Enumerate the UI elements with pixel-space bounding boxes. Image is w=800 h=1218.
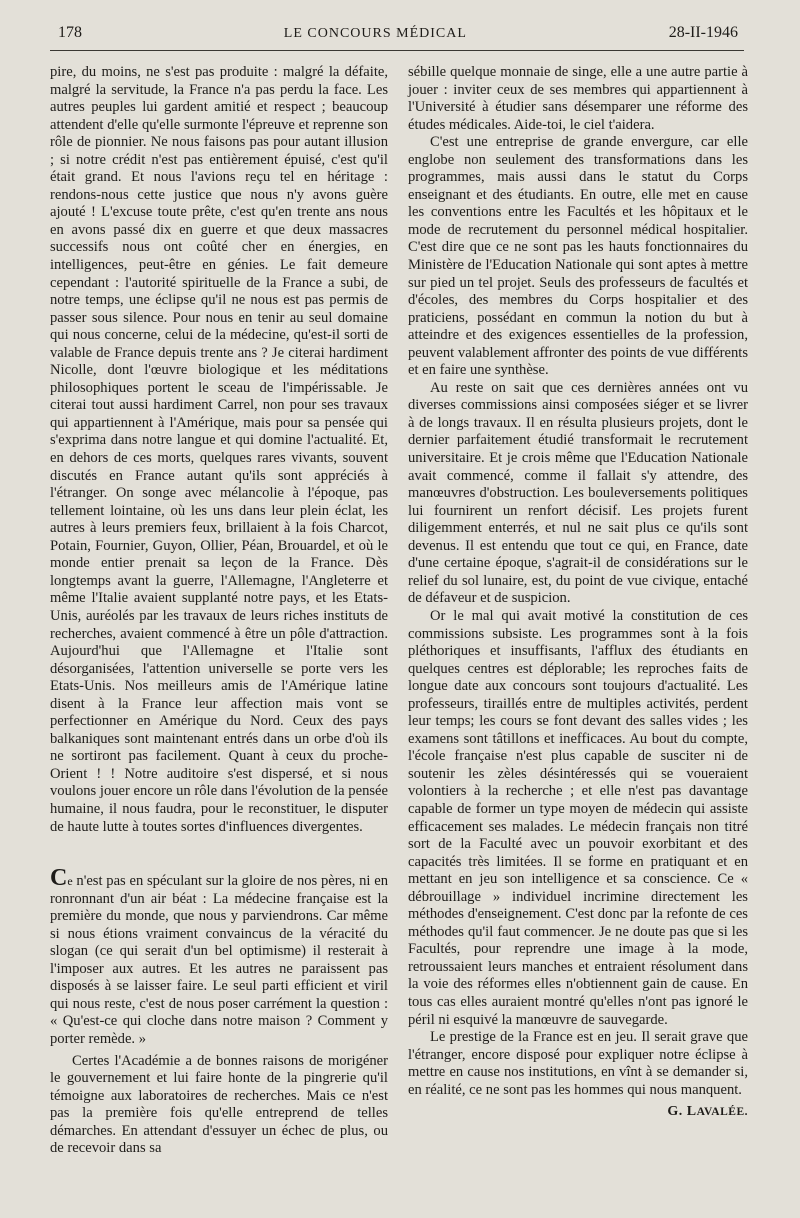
paragraph: sébille quelque monnaie de singe, elle a une autre partie à jouer : inviter ceux de ses membres qui appartiennent à l'Université à étudier sans désemparer une réforme des études médicales. Aide-toi, le ciel t'aidera.	[408, 64, 748, 133]
paragraph-dropcap	[50, 866, 388, 1048]
paragraph: Au reste on sait que ces dernières années ont vu diverses commissions ainsi composées siéger et se livrer à de longs travaux. Il en résulta plusieurs projets, dont le dernier parfaitement étudié transformait le recrutement universitaire. Et je crois même que l'Education Nationale avait commencé, comme il fallait s'y attendre, des manœuvres d'obstruction. Les bouleversements politiques lui fournirent un renfort décisif. Les projets furent diligemment enterrés, et nul ne sait plus ce qu'ils sont devenus. Il est entendu que tout ce qui, en France, date d'une certaine époque, s'agrait-il de considérations sur le relief du sol lunaire, est, du point de vue civique, entaché de défaveur et de suspicion.	[408, 379, 748, 607]
journal-title: LE CONCOURS MÉDICAL	[283, 26, 467, 41]
paragraph: Or le mal qui avait motivé la constitution de ces commissions subsiste. Les programmes sont à la fois pléthoriques et insuffisants, l'afflux des étudiants en quelques centres est déplorable; les reproches faits de longue date aux concours sont toujours d'actualité. Les professeurs, tiraillés entre de multiples activités, perdent leur temps; les cours se font devant des salles vides ; les examens sont tâtillons et inefficaces. Au bout du compte, l'école française n'est plus capable de susciter ni de soutenir les zèles désintéressés qui se voueraient volontiers à la recherche ; et elle n'est pas davantage capable de former un type moyen de médecin qui assiste efficacement ses malades. Le médecin français non titré sort de la Faculté avec un pouvoir exorbitant et des capacités très limitées. Il se forme en pratiquant et en mettant en jeu son intelligence et sa conscience. Ce « débrouillage » individuel incrimine directement les méthodes d'enseignement. C'est donc par la refonte de ces méthodes qu'il faut commencer. Je ne doute pas que si les Facultés, pour reprendre une image à la mode, retroussaient leurs manches et entraient résolument dans la voie des réformes elles n'obtiennent gain de cause. En tous cas elles auraient montré qu'elles n'ont pas ignoré le péril ni esquivé la manœuvre de sauvegarde.	[408, 607, 748, 1028]
section-gap	[50, 836, 388, 866]
author-signature	[408, 1103, 748, 1122]
paragraph: Certes l'Académie a de bonnes raisons de morigéner le gouvernement et lui faire honte de la pingrerie qu'il témoigne aux laboratoires de recherches. Mais ce n'est pas la première fois qu'elle entreprend de telles démarches. En attendant d'essuyer un échec de plus, ou de recevoir dans sa	[50, 1052, 388, 1157]
paragraph: Le prestige de la France est en jeu. Il serait grave que l'étranger, encore disposé pour expliquer notre éclipse à mettre en cause nos institutions, en vînt à se demander si, en réalité, ce ne sont pas les hommes qui nous manquent.	[408, 1029, 748, 1098]
issue-date: 28-II-1946	[668, 24, 738, 41]
drop-cap-small: e	[67, 874, 73, 889]
paragraph: C'est une entreprise de grande envergure, car elle englobe non seulement des transformations dans les programmes, mais aussi dans le statut du Corps enseignant et des étudiants. En outre, elle met en cause les conventions entre les Facultés et les hôpitaux et le mode de recrutement du personnel médical hospitalier. C'est dire que ce ne sont pas les hauts fonctionnaires du Ministère de l'Education Nationale qui sont aptes à mettre sur pied un tel projet. Seuls des professeurs de facultés et d'écoles, des membres du Corps hospitalier et des praticiens, possédant en commun la notion du but à atteindre et des exigences essentielles de la profession, peuvent valablement affronter des points de vue différents et en faire une synthèse.	[408, 134, 748, 379]
page-header	[58, 24, 738, 50]
drop-cap: C	[50, 865, 68, 892]
right-column	[408, 64, 748, 1122]
signature-initial: G. L	[667, 1104, 697, 1120]
signature-name: AVALÉE.	[696, 1106, 748, 1119]
paragraph: pire, du moins, ne s'est pas produite : malgré la défaite, malgré la servitude, la France n'a pas perdu la face. Les autres peuples lui gardent amitié et respect ; beaucoup attendent d'elle qu'elle surmonte l'épreuve et reprenne son rôle de pionnier. Ne nous faisons pas pour autant illusion ; si notre crédit n'est pas entièrement épuisé, c'est qu'il était grand. Et nous l'avions reçu tel en héritage : rendons-nous cette justice que nous n'y avons guère ajouté ! L'excuse toute prête, c'est qu'en trente ans nous en avons passé dix en guerre et que deux massacres successifs nous ont coûté cher en énergies, en intelligences, peut-être en génies. Le fait demeure cependant : l'autorité spirituelle de la France a subi, de notre temps, une éclipse qu'il ne nous est pas permis de passer sous silence. Pour nous en tenir au seul domaine qui nous concerne, celui de la médecine, qu'est-il sorti de valable de France depuis trente ans ? Je citerai hardiment Nicolle, dont l'œuvre biologique et les méditations philosophiques portent le sceau de l'impérissable. Je citerai tout aussi hardiment Carrel, non pour ses travaux qui appartiennent à l'Amérique, mais pour sa pensée qui s'exprima dans notre langue et qui domine l'actualité. Et, en dehors de ces morts, quelques rares vivants, souvent discutés en France autant qu'ils sont appréciés à l'étranger. On songe avec mélancolie à l'époque, pas tellement lointaine, où les uns dans leur plein éclat, les autres à leurs premiers feux, brillaient à la fois Charcot, Potain, Fournier, Guyon, Ollier, Péan, Brouardel, et où le monde entier prenait sa leçon de la France. Dès longtemps avant la guerre, l'Allemagne, l'Angleterre et même l'Italie avaient supplanté notre pays, et les Etats-Unis, auréolés par les travaux de leurs riches instituts de recherches, avaient commencé à être un pôle d'attraction. Aujourd'hui que l'Allemagne et l'Italie sont désorganisées, l'attention universelle se porte vers les Etats-Unis. Nos meilleurs amis de l'Amérique latine disent à la France leur affection mais vont se perfectionner en Amérique du Nord. Ceux des pays balkaniques sont maintenant entrés dans un orbe d'où ils ne sortiront pas facilement. Quant à ceux du proche-Orient ! ! Notre auditoire s'est dispersé, et si nous voulons jouer encore un rôle dans l'évolution de la pensée humaine, il nous faudra, pour le reconstituer, le disputer de haute lutte à toutes sortes d'influences divergentes.	[50, 64, 388, 835]
paragraph-text: n'est pas en spéculant sur la gloire de nos pères, ni en ronronnant d'un air béat : La médecine française est la première du monde, que nous y parviendrons. Car même si nous étions vraiment convaincus de la véracité du slogan (ce qui serait d'un bel optimisme) il resterait à l'imposer aux autres. Et les autres ne paraissent pas disposés à se laisser faire. Le seul parti efficient et viril qui nous reste, c'est de nous poser carrément la question : « Qu'est-ce qui cloche dans notre maison ? Comment y porter remède. »	[50, 873, 388, 1047]
page-number: 178	[58, 24, 82, 41]
header-rule	[50, 50, 744, 51]
left-column	[50, 64, 388, 1158]
